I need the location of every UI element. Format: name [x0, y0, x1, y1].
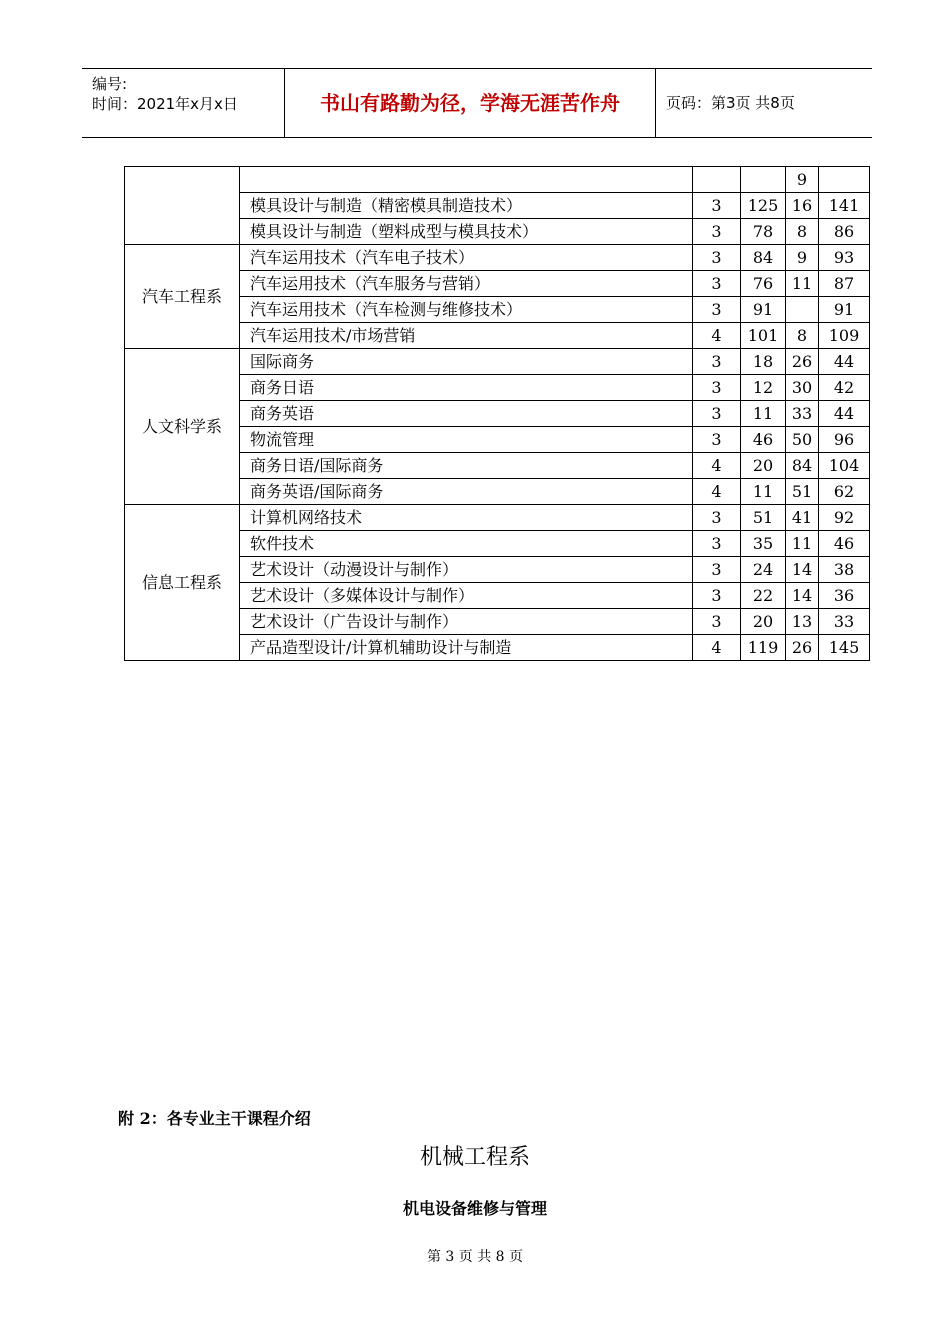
- major-cell: 汽车运用技术/市场营销: [240, 323, 693, 349]
- count-a-cell: 24: [741, 557, 786, 583]
- table-row: [125, 349, 870, 375]
- years-cell: 3: [693, 531, 741, 557]
- years-cell: 3: [693, 427, 741, 453]
- header-motto: 书山有路勤为径，学海无涯苦作舟: [285, 69, 656, 137]
- count-a-cell: 101: [741, 323, 786, 349]
- years-cell: [693, 167, 741, 193]
- total-cell: 92: [819, 505, 870, 531]
- total-cell: 46: [819, 531, 870, 557]
- total-cell: 145: [819, 635, 870, 661]
- major-cell: 艺术设计（多媒体设计与制作）: [240, 583, 693, 609]
- years-cell: 3: [693, 557, 741, 583]
- years-cell: 3: [693, 401, 741, 427]
- count-b-cell: 50: [786, 427, 819, 453]
- major-cell: [240, 167, 693, 193]
- count-b-cell: 14: [786, 583, 819, 609]
- major-cell: 物流管理: [240, 427, 693, 453]
- count-b-cell: 11: [786, 531, 819, 557]
- total-cell: [819, 167, 870, 193]
- years-cell: 3: [693, 219, 741, 245]
- years-cell: 3: [693, 375, 741, 401]
- major-cell: 商务英语/国际商务: [240, 479, 693, 505]
- time-label: 时间：2021年x月x日: [92, 95, 238, 113]
- major-cell: 国际商务: [240, 349, 693, 375]
- department-cell: 人文科学系: [125, 349, 240, 505]
- total-cell: 38: [819, 557, 870, 583]
- years-cell: 3: [693, 271, 741, 297]
- total-cell: 42: [819, 375, 870, 401]
- count-b-cell: 9: [786, 167, 819, 193]
- count-b-cell: [786, 297, 819, 323]
- major-cell: 产品造型设计/计算机辅助设计与制造: [240, 635, 693, 661]
- total-cell: 93: [819, 245, 870, 271]
- count-b-cell: 41: [786, 505, 819, 531]
- years-cell: 4: [693, 323, 741, 349]
- total-cell: 36: [819, 583, 870, 609]
- count-b-cell: 84: [786, 453, 819, 479]
- total-cell: 44: [819, 349, 870, 375]
- major-cell: 汽车运用技术（汽车电子技术）: [240, 245, 693, 271]
- page-footer: 第 3 页 共 8 页: [426, 1249, 524, 1265]
- years-cell: 3: [693, 505, 741, 531]
- count-b-cell: 8: [786, 219, 819, 245]
- major-cell: 商务日语/国际商务: [240, 453, 693, 479]
- count-b-cell: 51: [786, 479, 819, 505]
- count-a-cell: 119: [741, 635, 786, 661]
- count-a-cell: 84: [741, 245, 786, 271]
- count-b-cell: 33: [786, 401, 819, 427]
- count-a-cell: 76: [741, 271, 786, 297]
- serial-label: 编号:: [92, 75, 128, 93]
- major-cell: 艺术设计（广告设计与制作）: [240, 609, 693, 635]
- attachment-title: 附 2：各专业主干课程介绍: [118, 1109, 311, 1128]
- count-a-cell: 20: [741, 453, 786, 479]
- department-cell: 汽车工程系: [125, 245, 240, 349]
- total-cell: 141: [819, 193, 870, 219]
- count-b-cell: 30: [786, 375, 819, 401]
- count-a-cell: 46: [741, 427, 786, 453]
- total-cell: 96: [819, 427, 870, 453]
- years-cell: 3: [693, 193, 741, 219]
- major-cell: 艺术设计（动漫设计与制作）: [240, 557, 693, 583]
- count-a-cell: 78: [741, 219, 786, 245]
- years-cell: 3: [693, 609, 741, 635]
- total-cell: 62: [819, 479, 870, 505]
- major-cell: 商务英语: [240, 401, 693, 427]
- count-a-cell: 11: [741, 401, 786, 427]
- header-meta: [82, 69, 285, 137]
- major-cell: 计算机网络技术: [240, 505, 693, 531]
- years-cell: 4: [693, 479, 741, 505]
- total-cell: 86: [819, 219, 870, 245]
- count-b-cell: 26: [786, 635, 819, 661]
- count-a-cell: 35: [741, 531, 786, 557]
- count-b-cell: 26: [786, 349, 819, 375]
- count-a-cell: 125: [741, 193, 786, 219]
- total-cell: 44: [819, 401, 870, 427]
- table-row: [125, 167, 870, 193]
- count-b-cell: 16: [786, 193, 819, 219]
- section-title: 机械工程系: [419, 1145, 530, 1170]
- major-cell: 模具设计与制造（塑料成型与模具技术）: [240, 219, 693, 245]
- major-cell: 软件技术: [240, 531, 693, 557]
- total-cell: 87: [819, 271, 870, 297]
- count-a-cell: [741, 167, 786, 193]
- count-a-cell: 20: [741, 609, 786, 635]
- total-cell: 33: [819, 609, 870, 635]
- years-cell: 3: [693, 583, 741, 609]
- page-header: [82, 68, 872, 138]
- count-a-cell: 22: [741, 583, 786, 609]
- total-cell: 104: [819, 453, 870, 479]
- count-a-cell: 18: [741, 349, 786, 375]
- years-cell: 3: [693, 297, 741, 323]
- total-cell: 91: [819, 297, 870, 323]
- count-b-cell: 11: [786, 271, 819, 297]
- major-cell: 汽车运用技术（汽车检测与维修技术）: [240, 297, 693, 323]
- department-cell: [125, 167, 240, 245]
- department-cell: 信息工程系: [125, 505, 240, 661]
- table-row: [125, 505, 870, 531]
- count-b-cell: 14: [786, 557, 819, 583]
- header-page-info: 页码：第3页 共8页: [666, 94, 795, 112]
- enrollment-table: [124, 166, 870, 661]
- years-cell: 4: [693, 635, 741, 661]
- major-cell: 汽车运用技术（汽车服务与营销）: [240, 271, 693, 297]
- count-a-cell: 11: [741, 479, 786, 505]
- years-cell: 3: [693, 349, 741, 375]
- table-row: [125, 245, 870, 271]
- years-cell: 4: [693, 453, 741, 479]
- total-cell: 109: [819, 323, 870, 349]
- subsection-title: 机电设备维修与管理: [402, 1199, 547, 1218]
- years-cell: 3: [693, 245, 741, 271]
- count-a-cell: 51: [741, 505, 786, 531]
- count-a-cell: 91: [741, 297, 786, 323]
- major-cell: 模具设计与制造（精密模具制造技术）: [240, 193, 693, 219]
- count-b-cell: 9: [786, 245, 819, 271]
- count-a-cell: 12: [741, 375, 786, 401]
- major-cell: 商务日语: [240, 375, 693, 401]
- count-b-cell: 13: [786, 609, 819, 635]
- count-b-cell: 8: [786, 323, 819, 349]
